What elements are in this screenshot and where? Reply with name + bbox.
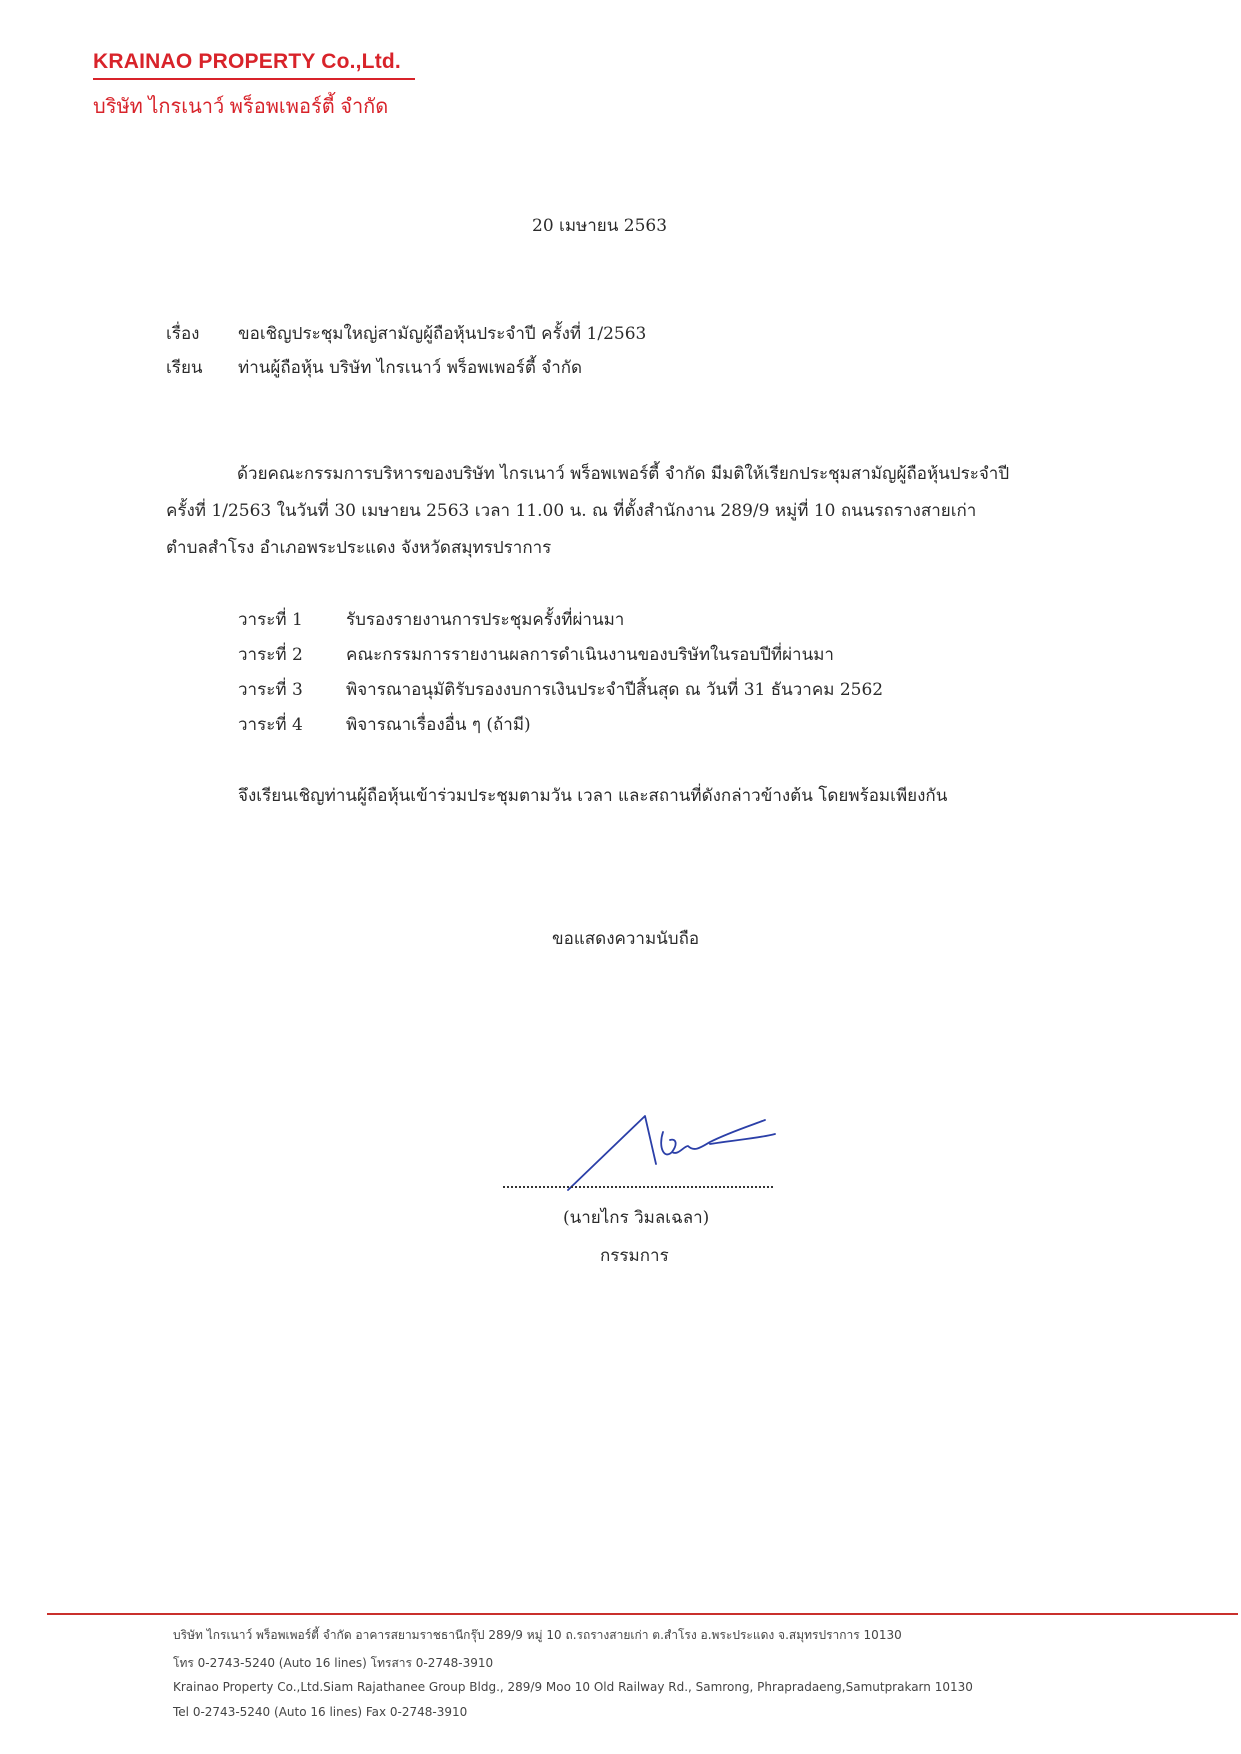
body-line: ด้วยคณะกรรมการบริหารของบริษัท ไกรเนาว์ พร็อพเพอร์ตี้ จำกัด มีมติให้เรียกประชุมสามัญผู้ถือหุ้นประจำปี xyxy=(237,464,1010,484)
regards: ขอแสดงความนับถือ xyxy=(552,929,700,949)
body-paragraph xyxy=(166,456,1111,567)
agenda-number: วาระที่ 1 xyxy=(238,610,303,630)
recipient-text: ท่านผู้ถือหุ้น บริษัท ไกรเนาว์ พร็อพเพอร์ตี้ จำกัด xyxy=(238,358,583,378)
subject-label: เรื่อง xyxy=(166,324,200,344)
recipient-label: เรียน xyxy=(166,358,203,378)
footer-phone-en: Tel 0-2743-5240 (Auto 16 lines) Fax 0-2748-3910 xyxy=(173,1705,468,1719)
footer-divider xyxy=(47,1613,1238,1615)
agenda-item: รับรองรายงานการประชุมครั้งที่ผ่านมา xyxy=(346,610,625,630)
signer-name: (นายไกร วิมลเฉลา) xyxy=(563,1208,710,1228)
company-name-en: KRAINAO PROPERTY Co.,Ltd. xyxy=(93,50,401,73)
agenda-item: คณะกรรมการรายงานผลการดำเนินงานของบริษัทในรอบปีที่ผ่านมา xyxy=(346,645,834,665)
signer-title: กรรมการ xyxy=(600,1246,669,1266)
agenda-number: วาระที่ 2 xyxy=(238,645,303,665)
subject-text: ขอเชิญประชุมใหญ่สามัญผู้ถือหุ้นประจำปี ครั้งที่ 1/2563 xyxy=(238,324,647,344)
agenda-number: วาระที่ 3 xyxy=(238,680,303,700)
agenda-item: พิจารณาเรื่องอื่น ๆ (ถ้ามี) xyxy=(346,715,531,735)
closing-sentence: จึงเรียนเชิญท่านผู้ถือหุ้นเข้าร่วมประชุมตามวัน เวลา และสถานที่ดังกล่าวข้างต้น โดยพร้อมเพียงกัน xyxy=(238,786,948,806)
body-line: ตำบลสำโรง อำเภอพระประแดง จังหวัดสมุทรปราการ xyxy=(166,538,552,558)
handwritten-signature xyxy=(560,1102,790,1212)
agenda-number: วาระที่ 4 xyxy=(238,715,303,735)
agenda-item: พิจารณาอนุมัติรับรองงบการเงินประจำปีสิ้นสุด ณ วันที่ 31 ธันวาคม 2562 xyxy=(346,680,884,700)
letter-date: 20 เมษายน 2563 xyxy=(532,216,668,236)
footer-address-th: บริษัท ไกรเนาว์ พร็อพเพอร์ตี้ จำกัด อาคารสยามราชธานีกรุ๊ป 289/9 หมู่ 10 ถ.รถรางสายเก่า ต.สำโรง อ.พระประแดง จ.สมุทรปราการ 10130 xyxy=(173,1628,902,1642)
body-line: ครั้งที่ 1/2563 ในวันที่ 30 เมษายน 2563 เวลา 11.00 น. ณ ที่ตั้งสำนักงาน 289/9 หมู่ที่ 10 ถนนรถรางสายเก่า xyxy=(166,501,977,521)
footer-phone-th: โทร 0-2743-5240 (Auto 16 lines) โทรสาร 0-2748-3910 xyxy=(173,1656,494,1670)
footer-address-en: Krainao Property Co.,Ltd.Siam Rajathanee Group Bldg., 289/9 Moo 10 Old Railway Rd., Samrong, Phrapradaeng,Samutprakarn 10130 xyxy=(173,1680,973,1694)
company-name-th: บริษัท ไกรเนาว์ พร็อพเพอร์ตี้ จำกัด xyxy=(93,96,389,118)
signature-line xyxy=(503,1186,773,1188)
letterhead-underline xyxy=(93,78,415,80)
